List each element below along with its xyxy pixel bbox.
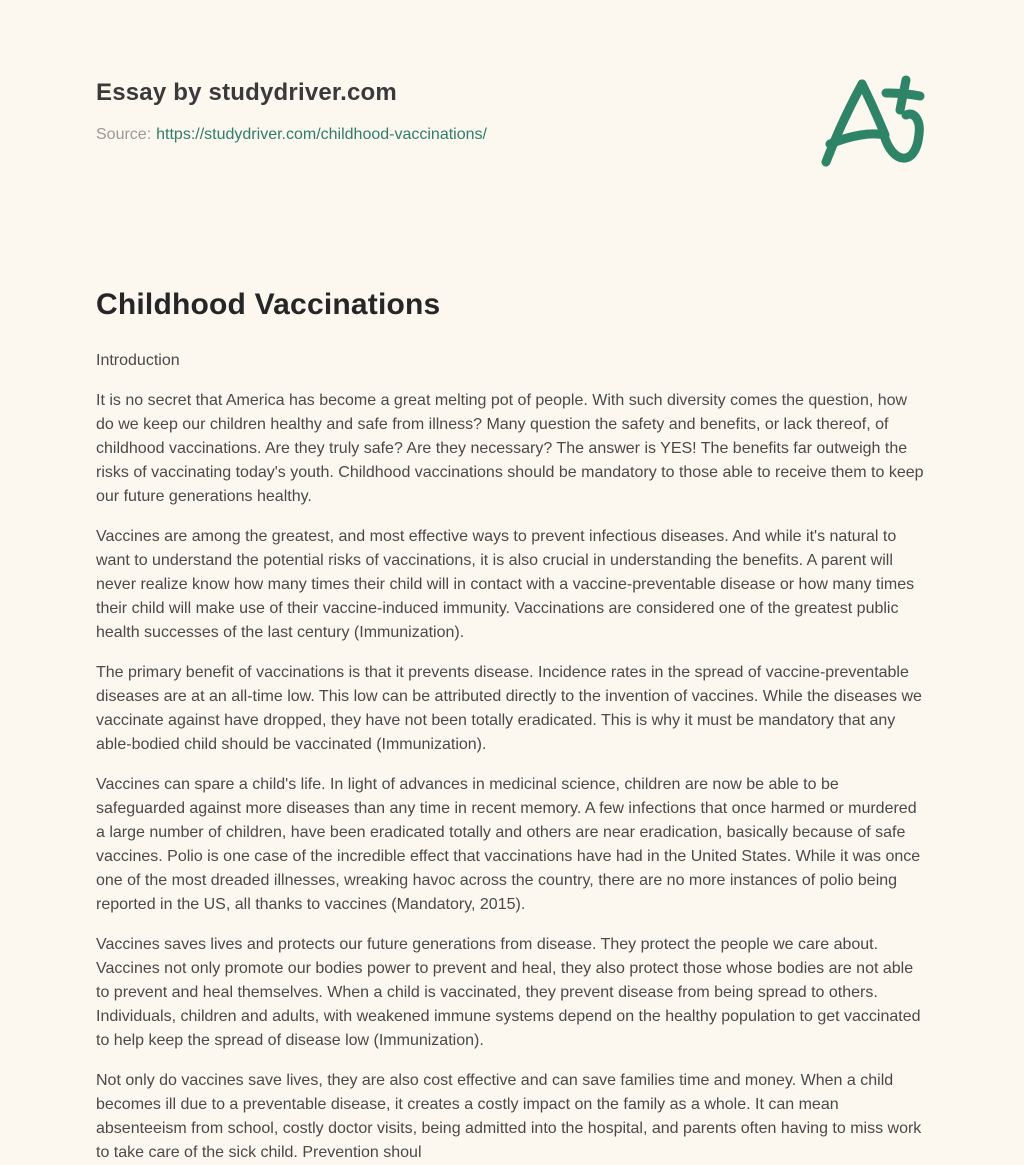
a-plus-logo-icon xyxy=(816,72,928,170)
essay-paragraph-1: It is no secret that America has become a great melting pot of people. With such diversity comes the question, how do we keep our children healthy and safe from illness? Many question the safety and benefits, or lack thereof, of childhood vaccinations. Are they truly safe? Are they necessary? The answer is YES! The benefits far outweigh the risks of vaccinating today's youth. Childhood vaccinations should be mandatory to those able to receive them to keep our future generations healthy. xyxy=(96,392,924,505)
page-header xyxy=(96,78,928,175)
intro-label: Introduction xyxy=(96,352,180,369)
studydriver-logo xyxy=(816,72,928,175)
source-label: Source: xyxy=(96,126,152,143)
essay-paragraph-5: Vaccines saves lives and protects our future generations from disease. They protect the people we care about. Vaccines not only promote our bodies power to prevent and heal, they also protect those whose bodies are not able to prevent and heal themselves. When a child is vaccinated, they prevent disease from being spread to others. Individuals, children and adults, with weakened immune systems depend on the healthy population to get vaccinated to help keep the spread of disease low (Immunization). xyxy=(96,936,921,1049)
essay-content xyxy=(96,287,928,1165)
essay-title: Childhood Vaccinations xyxy=(96,288,441,321)
essay-paragraph-2: Vaccines are among the greatest, and most effective ways to prevent infectious diseases. And while it's natural to want to understand the potential risks of vaccinations, it is also crucial in understanding the benefits. A parent will never realize know how many times their child will in contact with a vaccine-preventable disease or how many times their child will make use of their vaccine-induced immunity. Vaccinations are considered one of the greatest public health successes of the last century (Immunization). xyxy=(96,528,915,641)
header-text-block xyxy=(96,78,487,145)
essay-paragraph-4: Vaccines can spare a child's life. In light of advances in medicinal science, children are now be able to be safeguarded against more diseases than any time in recent memory. A few infections that once harmed or murdered a large number of children, have been eradicated totally and others are near eradication, basically because of safe vaccines. Polio is one case of the incredible effect that vaccinations have had in the United States. While it was once one of the most dreaded illnesses, wreaking havoc across the country, there are no more instances of polio being reported in the US, all thanks to vaccines (Mandatory, 2015). xyxy=(96,776,921,913)
essay-paragraph-6: Not only do vaccines save lives, they are also cost effective and can save families time and money. When a child becomes ill due to a preventable disease, it creates a costly impact on the family as a whole. It can mean absenteeism from school, costly doctor visits, being admitted into the hospital, and parents often having to miss work to take care of the sick child. Prevention shoul xyxy=(96,1072,922,1161)
essay-by-heading: Essay by studydriver.com xyxy=(96,79,397,106)
essay-paragraph-3: The primary benefit of vaccinations is that it prevents disease. Incidence rates in the spread of vaccine-preventable diseases are at an all-time low. This low can be attributed directly to the invention of vaccines. While the diseases we vaccinate against have dropped, they have not been totally eradicated. This is why it must be mandatory that any able-bodied child should be vaccinated (Immunization). xyxy=(96,664,922,753)
source-line xyxy=(96,125,487,145)
source-link[interactable]: https://studydriver.com/childhood-vaccinations/ xyxy=(156,126,487,143)
